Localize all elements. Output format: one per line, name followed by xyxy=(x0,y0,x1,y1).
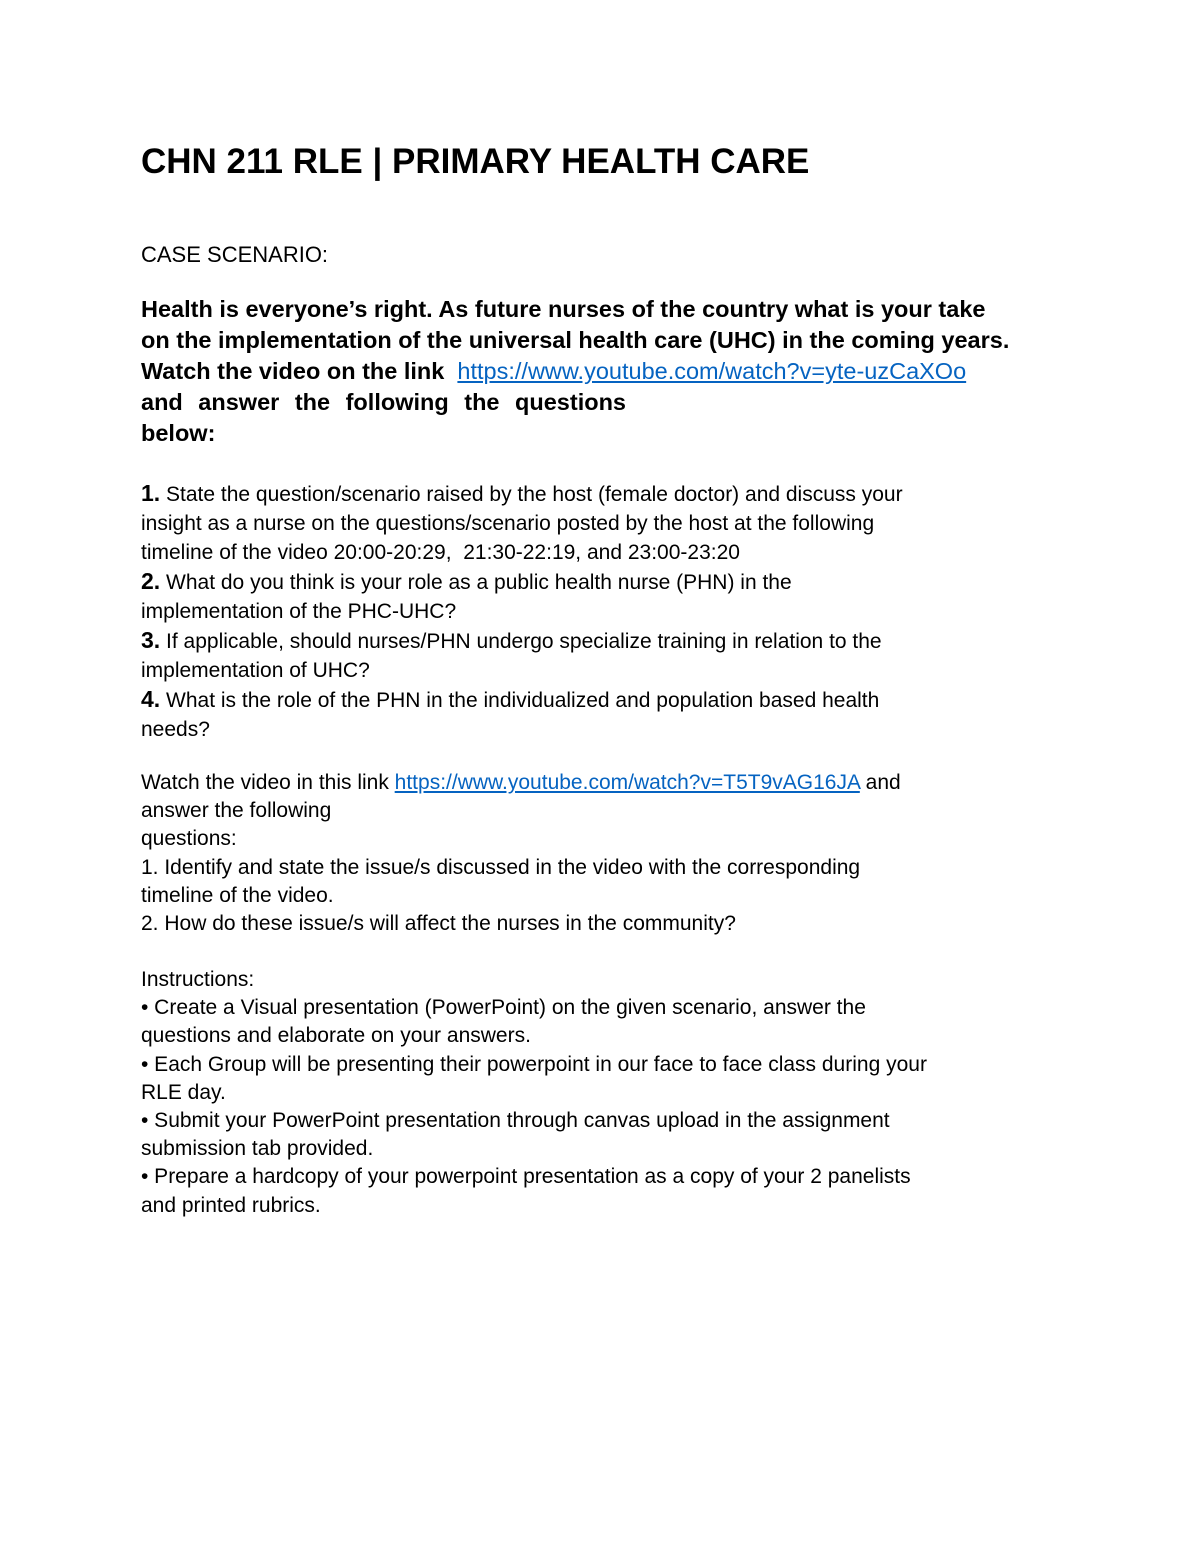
case-scenario-label: CASE SCENARIO: xyxy=(141,242,329,267)
intro-paragraph xyxy=(141,294,1009,449)
question-text: timeline of the video 20:00-20:29, 21:30-22:19, and 23:00-23:20 xyxy=(141,541,740,564)
instruction-line: • Create a Visual presentation (PowerPoint) on the given scenario, answer the xyxy=(141,996,866,1020)
question-text: implementation of the PHC-UHC? xyxy=(141,600,457,623)
video2-line-2: answer the following xyxy=(141,799,332,823)
video2-question-2: 2. How do these issue/s will affect the nurses in the community? xyxy=(141,912,736,936)
question-item xyxy=(141,479,1071,567)
question-number: 1. xyxy=(141,480,161,506)
question-text: insight as a nurse on the questions/scenario posted by the host at the following xyxy=(141,512,875,535)
instruction-line: RLE day. xyxy=(141,1080,226,1104)
question-text: needs? xyxy=(141,718,210,741)
instructions-heading: Instructions: xyxy=(141,968,255,991)
question-text: What is the role of the PHN in the individualized and population based health xyxy=(160,689,880,712)
instructions-section xyxy=(141,966,1081,1220)
video2-question-1-cont: timeline of the video. xyxy=(141,883,334,907)
instruction-line: questions and elaborate on your answers. xyxy=(141,1024,531,1048)
instruction-line: • Each Group will be presenting their powerpoint in our face to face class during your xyxy=(141,1052,927,1076)
intro-line-2: on the implementation of the universal health care (UHC) in the coming years. xyxy=(141,327,1010,353)
intro-line-4: and answer the following the questions xyxy=(141,389,627,415)
question-text: If applicable, should nurses/PHN undergo specialize training in relation to the xyxy=(160,630,882,653)
instruction-line: and printed rubrics. xyxy=(141,1193,321,1217)
question-item xyxy=(141,685,1071,744)
intro-line-1: Health is everyone’s right. As future nurses of the country what is your take xyxy=(141,296,986,322)
instruction-line: • Prepare a hardcopy of your powerpoint presentation as a copy of your 2 panelists xyxy=(141,1165,911,1189)
question-text: What do you think is your role as a public health nurse (PHN) in the xyxy=(160,571,792,594)
video-link-1[interactable]: https://www.youtube.com/watch?v=yte-uzCaXOo xyxy=(457,358,967,384)
question-number: 3. xyxy=(141,627,161,653)
question-item xyxy=(141,626,1071,685)
question-text: implementation of UHC? xyxy=(141,659,370,682)
intro-line-5: below: xyxy=(141,420,216,446)
intro-link-prefix: Watch the video on the link xyxy=(141,358,458,384)
question-list xyxy=(141,479,1071,744)
question-text: State the question/scenario raised by the host (female doctor) and discuss your xyxy=(160,483,903,506)
video-link-2[interactable]: https://www.youtube.com/watch?v=T5T9vAG16JA xyxy=(394,771,860,794)
question-number: 2. xyxy=(141,568,161,594)
document-title: CHN 211 RLE | PRIMARY HEALTH CARE xyxy=(141,142,810,181)
video2-question-1: 1. Identify and state the issue/s discussed in the video with the corresponding xyxy=(141,855,861,879)
second-video-section xyxy=(141,769,1071,938)
question-number: 4. xyxy=(141,686,161,712)
instruction-line: • Submit your PowerPoint presentation through canvas upload in the assignment xyxy=(141,1109,890,1133)
video2-prefix: Watch the video in this link xyxy=(141,771,395,794)
instruction-line: submission tab provided. xyxy=(141,1137,374,1161)
question-item xyxy=(141,567,1071,626)
intro-line-3 xyxy=(141,356,1009,387)
video2-suffix: and xyxy=(859,771,901,794)
video2-line-3: questions: xyxy=(141,827,237,851)
